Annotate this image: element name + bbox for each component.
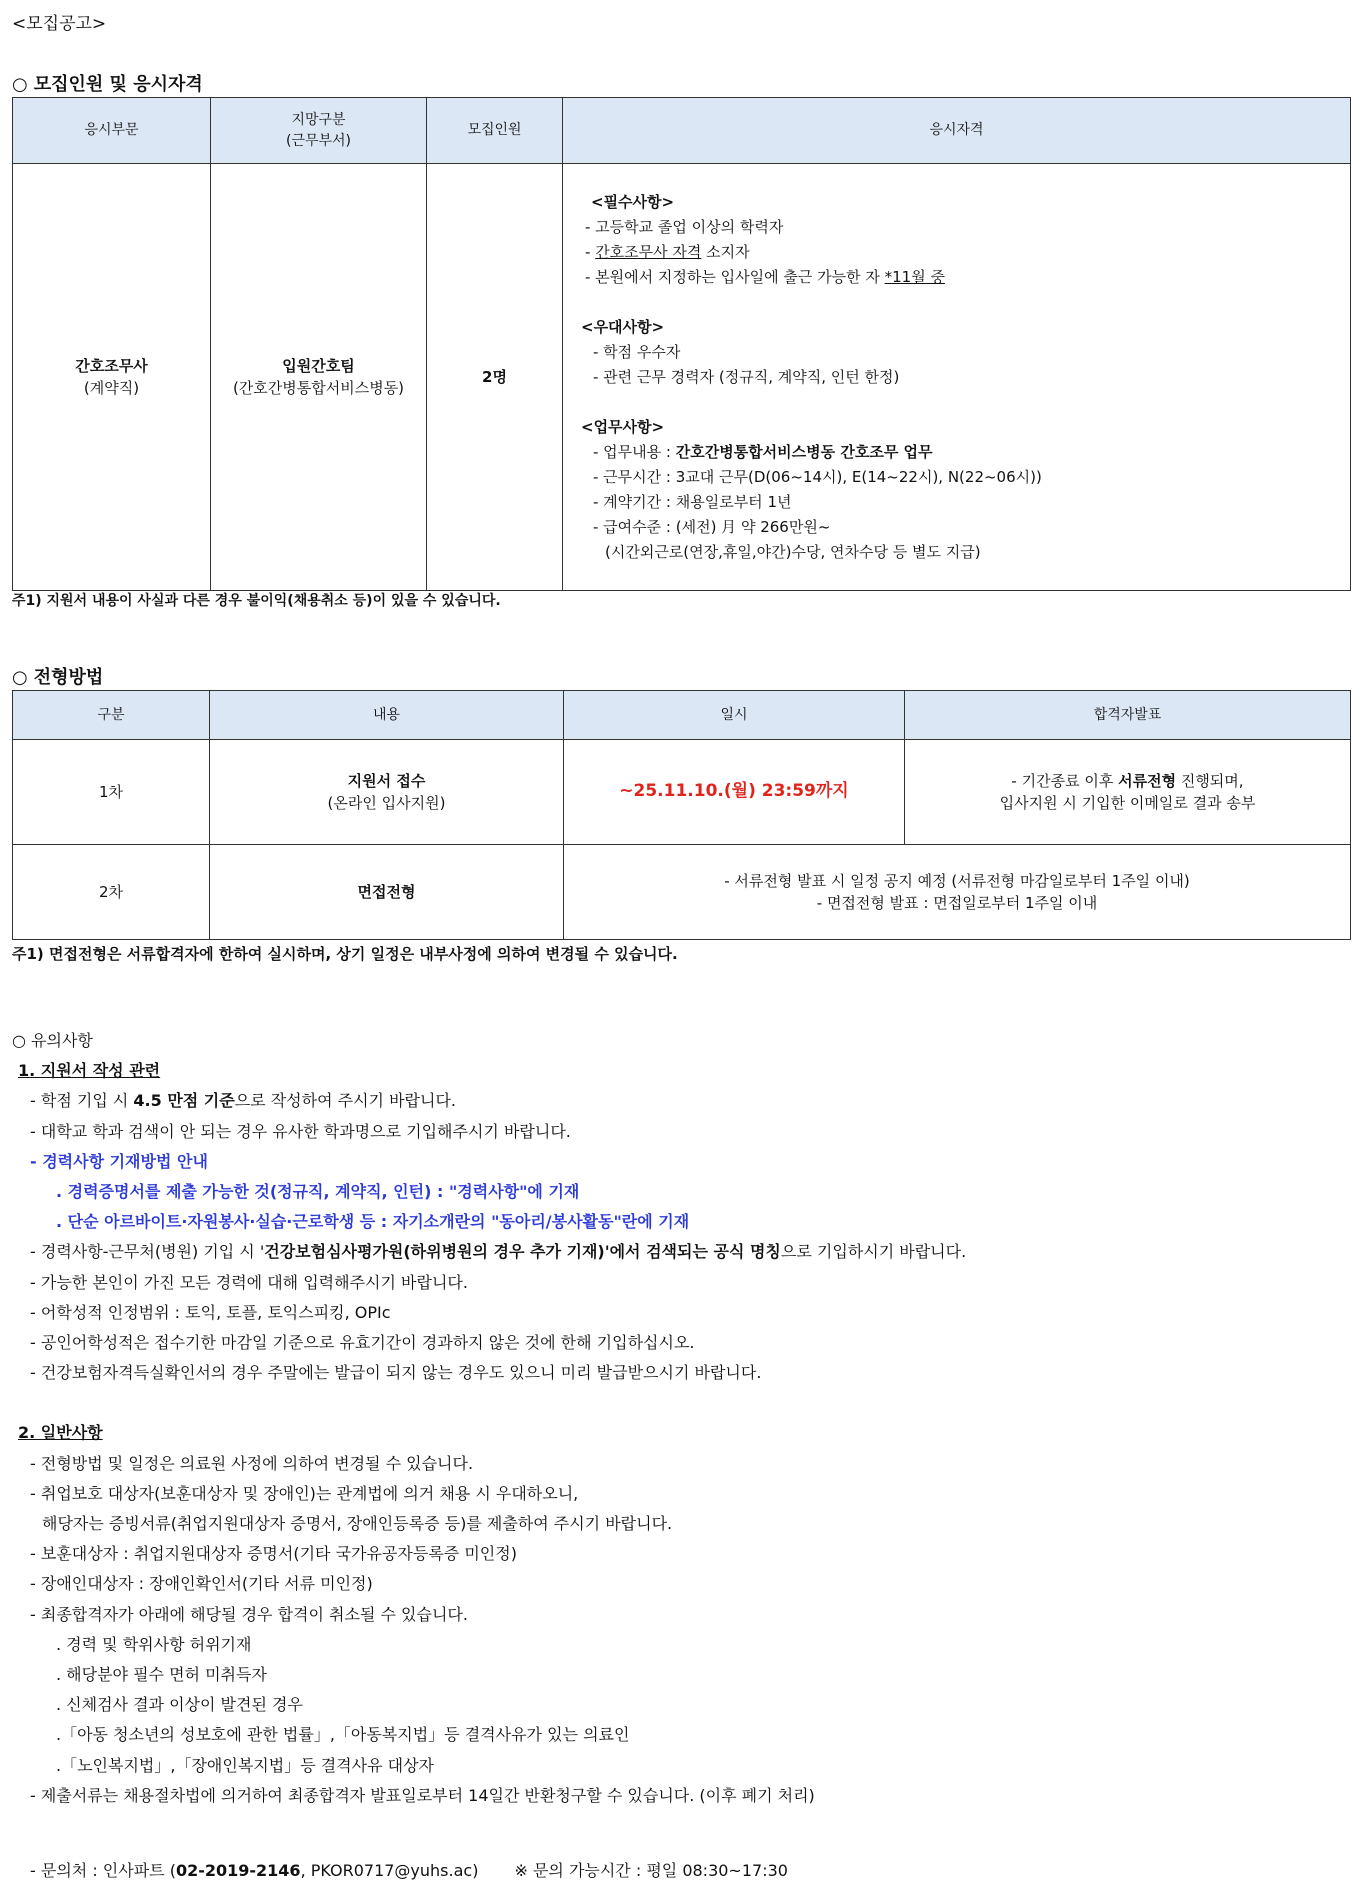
role-type: (계약직) [83,379,140,397]
required-item-underline: *11월 중 [884,267,945,286]
duty-item: - 근무시간 : 3교대 근무(D(06~14시), E(14~22시), N(22~06시)) [593,467,1042,486]
role-name: 간호조무사 [75,356,148,375]
col-header-dept-line2: (근무부서) [285,132,352,149]
list-item: - 가능한 본인이 가진 모든 경력에 대해 입력해주시기 바랍니다. [30,1272,468,1292]
list-item-prefix: - 경력사항-근무처(병원) 기입 시 ' [30,1242,265,1262]
required-item-suffix: 소지자 [701,242,750,261]
result-line2: 입사지원 시 기입한 이메일로 결과 송부 [999,794,1256,812]
notes-section [12,1026,1342,1811]
dept-sub: (간호간병통합서비스병동) [232,379,405,397]
table-row [13,845,1351,940]
list-item [12,1237,1342,1267]
role-cell [13,164,211,591]
section-heading-recruitment [12,70,203,96]
date-cell [564,740,905,845]
preference-title: <우대사항> [581,317,665,336]
result-bold: 서류전형 [1118,771,1177,790]
interview-info-line2: - 면접전형 발표 : 면접일로부터 1주일 이내 [816,894,1098,912]
footnote-section1: 주1) 지원서 내용이 사실과 다른 경우 불이익(채용취소 등)이 있을 수 있습니다. [12,593,501,609]
notes-subtitle-general: 2. 일반사항 [18,1423,103,1443]
notes-heading: ○ 유의사항 [12,1031,93,1050]
interview-info-cell [564,845,1351,940]
list-item-suffix: 으로 작성하여 주시기 바랍니다. [234,1091,456,1111]
content-cell: 면접전형 [210,845,564,940]
interview-info-line1: - 서류전형 발표 시 일정 공지 예정 (서류전형 마감일로부터 1주일 이내) [724,871,1190,890]
section-heading-text: 전형방법 [33,667,104,688]
contact-info [30,1858,788,1881]
list-item: - 경력사항 기재방법 안내 [30,1151,208,1171]
list-item: - 보훈대상자 : 취업지원대상자 증명서(기타 국가유공자등록증 미인정) [30,1544,517,1564]
duty-item: - 계약기간 : 채용일로부터 1년 [593,492,792,511]
col-header-dept [211,98,427,164]
recruitment-table [12,97,1351,591]
table-row [13,164,1351,591]
stage-cell: 1차 [13,740,210,845]
required-item [573,240,1350,265]
list-item: - 제출서류는 채용절차법에 의거하여 최종합격자 발표일로부터 14일간 반환청구할 수 있습니다. (이후 폐기 처리) [30,1785,815,1805]
qualifications-cell [563,164,1351,591]
selection-table [12,690,1351,940]
required-item-text: - 본원에서 지정하는 입사일에 출근 가능한 자 [585,267,885,286]
col-header-dept-line1: 지망구분 [291,112,346,129]
duty-item-prefix: - 업무내용 : [593,442,676,461]
col-header-date: 일시 [564,691,905,740]
required-item: - 고등학교 졸업 이상의 학력자 [585,217,784,236]
duty-title: <업무사항> [581,417,665,436]
contact-hours: ※ 문의 가능시간 : 평일 08:30~17:30 [514,1861,788,1880]
section-heading-selection [12,663,103,689]
contact-prefix: - 문의처 : 인사파트 ( [30,1861,176,1880]
preference-item: - 관련 근무 경력자 (정규직, 계약직, 인턴 한정) [593,367,900,386]
circle-bullet-icon: ○ [12,667,28,688]
col-header-result: 합격자발표 [905,691,1351,740]
contact-email: , PKOR0717@yuhs.ac) [300,1861,479,1880]
col-header-stage: 구분 [13,691,210,740]
duty-item: (시간외근로(연장,휴일,야간)수당, 연차수당 등 별도 지급) [605,542,981,561]
content-main: 지원서 접수 [347,771,426,790]
list-item: - 공인어학성적은 접수기한 마감일 기준으로 유효기간이 경과하지 않은 것에 한해 기입하십시오. [30,1333,695,1353]
duty-item: - 급여수준 : (세전) 月 약 266만원~ [593,517,831,536]
count-cell: 2명 [427,164,563,591]
preference-item: - 학점 우수자 [593,342,681,361]
dept-name: 입원간호팀 [282,356,355,375]
list-item-prefix: - 학점 기입 시 [30,1091,134,1111]
required-item-prefix: - [585,242,596,261]
result-suffix: 진행되며, [1176,771,1244,790]
list-item [12,1086,1342,1116]
list-item: . 경력 및 학위사항 허위기재 [56,1634,252,1654]
col-header-content: 내용 [210,691,564,740]
deadline-date: ~25.11.10.(월) 23:59까지 [619,781,849,802]
required-title: <필수사항> [591,192,675,211]
result-prefix: - 기간종료 이후 [1011,771,1119,790]
section-heading-text: 모집인원 및 응시자격 [33,74,203,95]
list-item: . 해당분야 필수 면허 미취득자 [56,1665,267,1685]
col-header-field: 응시부문 [13,98,211,164]
list-item-bold: 건강보험심사평가원(하위병원의 경우 추가 기재)'에서 검색되는 공식 명칭 [264,1242,781,1262]
circle-bullet-icon: ○ [12,74,28,95]
stage-cell: 2차 [13,845,210,940]
list-item: - 건강보험자격득실확인서의 경우 주말에는 발급이 되지 않는 경우도 있으니 미리 발급받으시기 바랍니다. [30,1363,762,1383]
content-cell [210,740,564,845]
required-item [573,265,1350,290]
notes-subtitle-application: 1. 지원서 작성 관련 [18,1061,161,1081]
list-item: .「아동 청소년의 성보호에 관한 법률」,「아동복지법」등 결격사유가 있는 의료인 [56,1725,630,1745]
duty-item-bold: 간호간병통합서비스병동 간호조무 업무 [675,442,933,461]
list-item: . 단순 아르바이트·자원봉사·실습·근로학생 등 : 자기소개란의 "동아리/봉사활동"란에 기재 [56,1212,690,1232]
list-item: .「노인복지법」,「장애인복지법」등 결격사유 대상자 [56,1755,435,1775]
page-title: <모집공고> [12,14,107,34]
contact-phone: 02-2019-2146 [175,1861,301,1880]
col-header-count: 모집인원 [427,98,563,164]
col-header-qualifications: 응시자격 [563,98,1351,164]
list-item: 해당자는 증빙서류(취업지원대상자 증명서, 장애인등록증 등)를 제출하여 주시기 바랍니다. [42,1514,673,1534]
list-item: - 어학성적 인정범위 : 토익, 토플, 토익스피킹, OPIc [30,1302,391,1322]
required-item-underline: 간호조무사 자격 [595,242,702,261]
list-item-suffix: 으로 기입하시기 바랍니다. [780,1242,967,1262]
footnote-section2: 주1) 면접전형은 서류합격자에 한하여 실시하며, 상기 일정은 내부사정에 의하여 변경될 수 있습니다. [12,945,678,963]
dept-cell [211,164,427,591]
list-item: . 경력증명서를 제출 가능한 것(정규직, 계약직, 인턴) : "경력사항"에 기재 [56,1182,580,1202]
list-item-bold: 4.5 만점 기준 [133,1091,235,1111]
list-item: - 대학교 학과 검색이 안 되는 경우 유사한 학과명으로 기입해주시기 바랍니다. [30,1121,571,1141]
list-item: - 전형방법 및 일정은 의료원 사정에 의하여 변경될 수 있습니다. [30,1453,474,1473]
list-item: . 신체검사 결과 이상이 발견된 경우 [56,1695,303,1715]
result-cell [905,740,1351,845]
content-sub: (온라인 입사지원) [327,794,446,812]
duty-item [573,440,1350,465]
list-item: - 장애인대상자 : 장애인확인서(기타 서류 미인정) [30,1574,373,1594]
table-row [13,740,1351,845]
list-item: - 최종합격자가 아래에 해당될 경우 합격이 취소될 수 있습니다. [30,1604,468,1624]
list-item: - 취업보호 대상자(보훈대상자 및 장애인)는 관계법에 의거 채용 시 우대하오니, [30,1483,579,1503]
